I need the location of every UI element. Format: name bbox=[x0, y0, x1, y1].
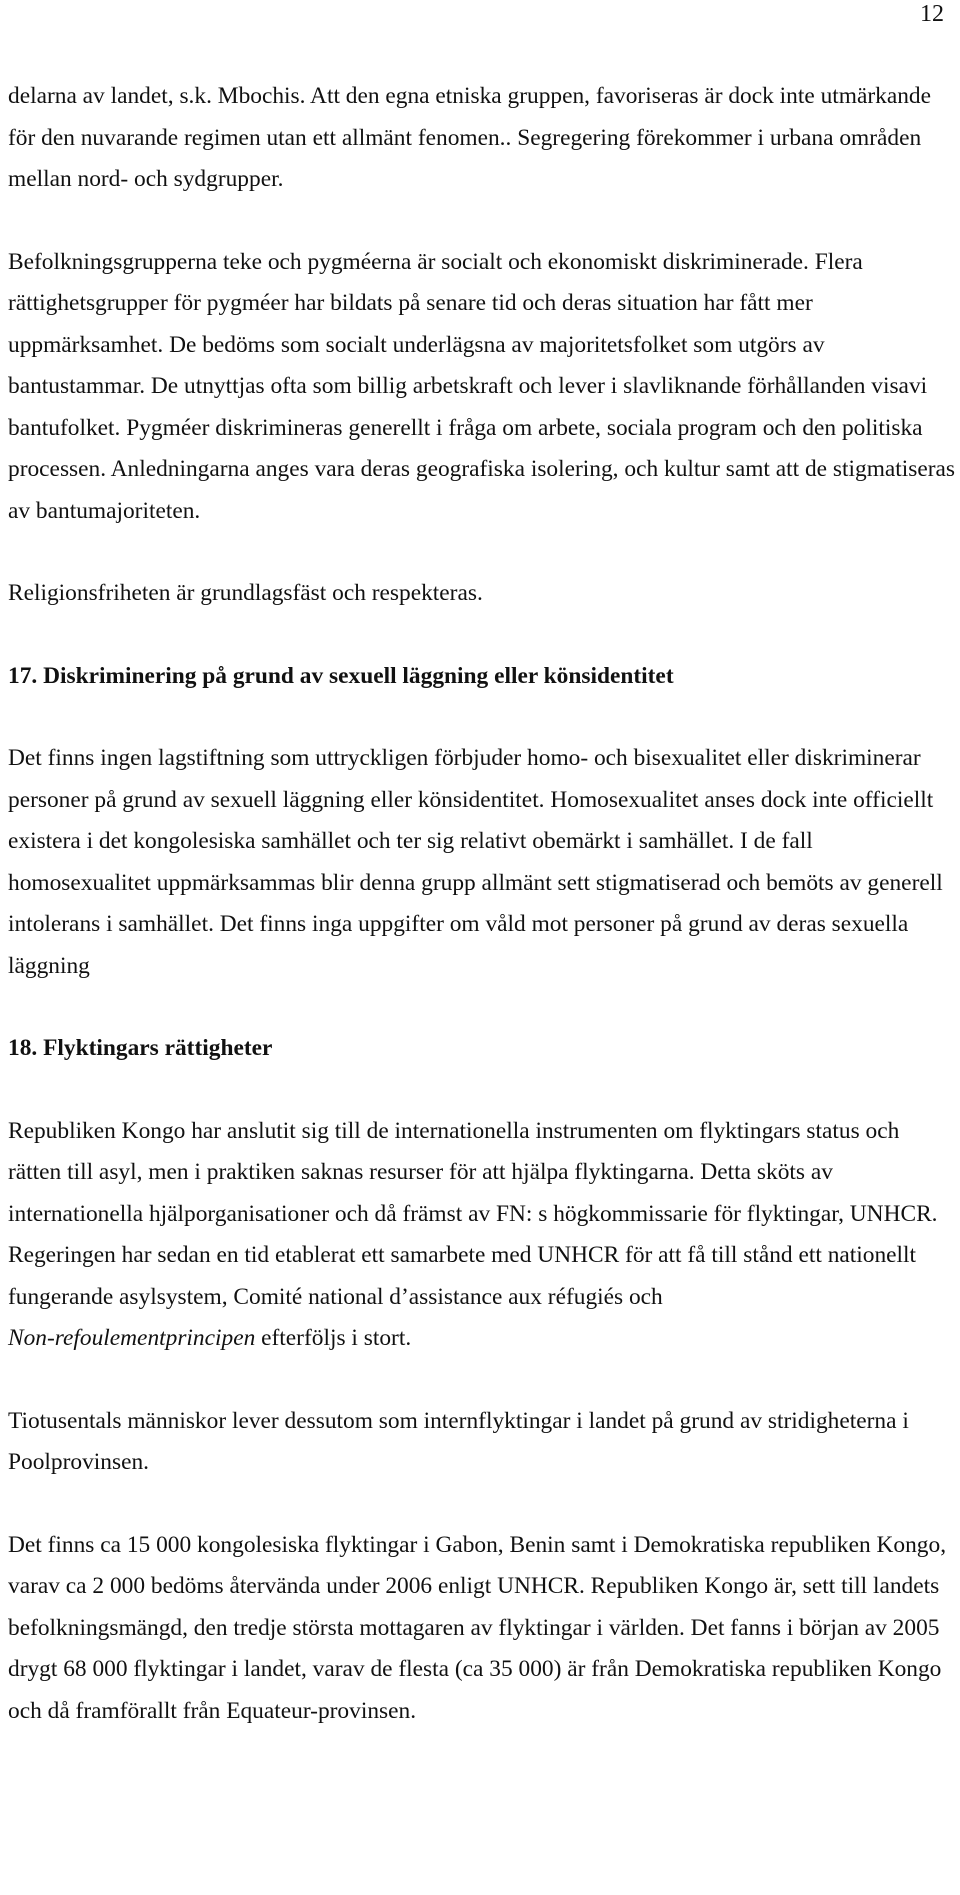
paragraph-refugee-rights bbox=[8, 1111, 958, 1360]
paragraph-refugee-rights-main: Republiken Kongo har anslutit sig till de internationella instrumenten om flyktingars status och rätten till asyl, men i praktiken saknas resurser för att hjälpa flyktingarna. Detta sköts av internationella hjälporganisationer och då främst av FN: s högkommissarie för flyktingar, UNHCR. Regeringen har sedan en tid etablerat ett samarbete med UNHCR för att få till stånd ett nationellt fungerande asylsystem, Comité national d’assistance aux réfugiés och bbox=[8, 1117, 938, 1310]
document-body bbox=[8, 76, 958, 1732]
paragraph-internal-displaced: Tiotusentals människor lever dessutom som internflyktingar i landet på grund av stridigheterna i Poolprovinsen. bbox=[8, 1407, 909, 1475]
paragraph-sexual-orientation: Det finns ingen lagstiftning som uttryckligen förbjuder homo- och bisexualitet eller diskriminerar personer på grund av sexuell läggning eller könsidentitet. Homosexualitet anses dock inte officiellt existera i det kongolesiska samhället och ter sig relativt obemärkt i samhället. I de fall homosexualitet uppmärksammas blir denna grupp allmänt sett stigmatiserad och bemöts av generell intolerans i samhället. Det finns inga uppgifter om våld mot personer på grund av deras sexuella läggning bbox=[8, 745, 943, 979]
paragraph-religion: Religionsfriheten är grundlagsfäst och respekteras. bbox=[8, 580, 483, 606]
paragraph-refugee-rights-end: efterföljs i stort. bbox=[255, 1325, 412, 1351]
paragraph-mbochis: delarna av landet, s.k. Mbochis. Att den egna etniska gruppen, favoriseras är dock inte utmärkande för den nuvarande regimen utan ett allmänt fenomen.. Segregering förekommer i urbana områden mellan nord- och sydgrupper. bbox=[8, 83, 931, 192]
non-refoulement-term: Non-refoulementprincipen bbox=[8, 1325, 256, 1351]
section-heading-17: 17. Diskriminering på grund av sexuell läggning eller könsidentitet bbox=[8, 662, 674, 689]
page-number: 12 bbox=[920, 1, 944, 27]
paragraph-refugee-statistics: Det finns ca 15 000 kongolesiska flyktingar i Gabon, Benin samt i Demokratiska republiken Kongo, varav ca 2 000 bedöms återvända under 2006 enligt UNHCR. Republiken Kongo är, sett till landets befolkningsmängd, den tredje största mottagaren av flyktingar i världen. Det fanns i början av 2005 drygt 68 000 flyktingar i landet, varav de flesta (ca 35 000) är från Demokratiska republiken Kongo och då framförallt från Equateur-provinsen. bbox=[8, 1531, 947, 1724]
section-heading-18: 18. Flyktingars rättigheter bbox=[8, 1035, 273, 1061]
paragraph-pygmies: Befolkningsgrupperna teke och pygméerna är socialt och ekonomiskt diskriminerade. Flera rättighetsgrupper för pygméer har bildats på senare tid och deras situation har fått mer uppmärksamhet. De bedöms som socialt underlägsna av majoritetsfolket som utgörs av bantustammar. De utnyttjas ofta som billig arbetskraft och lever i slavliknande förhållanden visavi bantufolket. Pygméer diskrimineras generellt i fråga om arbete, sociala program och den politiska processen. Anledningarna anges vara deras geografiska isolering, och kultur samt att de stigmatiseras av bantumajoriteten. bbox=[8, 248, 956, 524]
